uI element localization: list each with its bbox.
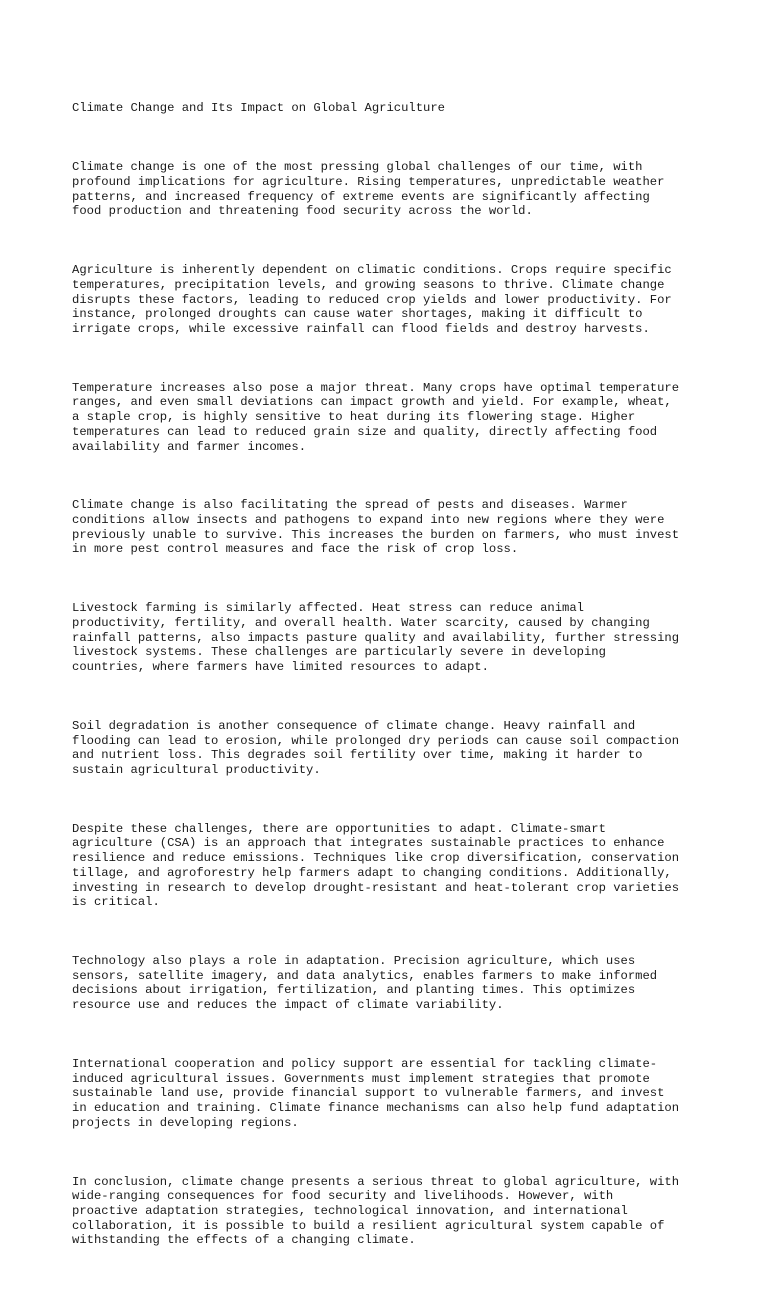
paragraph-3: Temperature increases also pose a major threat. Many crops have optimal temperature ranges, and even small deviations can impact growth and yield. For example, wheat, a staple crop, is highly sensitive to heat during its flowering stage. Higher temperatures can lead to reduced grain size and quality, directly affecting food availability and farmer incomes. [72,380,680,454]
paragraph-7: Despite these challenges, there are opportunities to adapt. Climate-smart agriculture (CSA) is an approach that integrates sustainable practices to enhance resilience and reduce emissions. Techniques like crop diversification, conservation tillage, and agroforestry help farmers adapt to changing conditions. Additionally, investing in research to develop drought-resistant and heat-tolerant crop varieties is critical. [72,821,680,910]
paragraph-6: Soil degradation is another consequence of climate change. Heavy rainfall and flooding can lead to erosion, while prolonged dry periods can cause soil compaction and nutrient loss. This degrades soil fertility over time, making it harder to sustain agricultural productivity. [72,718,680,777]
paragraph-9: International cooperation and policy support are essential for tackling climate- induced agricultural issues. Governments must implement strategies that promote sustainable land use, provide financial support to vulnerable farmers, and invest in education and training. Climate finance mechanisms can also help fund adaptation projects in developing regions. [72,1056,680,1130]
paragraph-8: Technology also plays a role in adaptation. Precision agriculture, which uses sensors, satellite imagery, and data analytics, enables farmers to make informed decisions about irrigation, fertilization, and planting times. This optimizes resource use and reduces the impact of climate variability. [72,954,658,1013]
paragraph-10: In conclusion, climate change presents a serious threat to global agriculture, with wide-ranging consequences for food security and livelihoods. However, with proactive adaptation strategies, technological innovation, and international collaboration, it is possible to build a resilient agricultural system capable of withstanding the effects of a changing climate. [72,1174,680,1248]
paragraph-1: Climate change is one of the most pressing global challenges of our time, with profound implications for agriculture. Rising temperatures, unpredictable weather patterns, and increased frequency of extreme events are significantly affecting food production and threatening food security across the world. [72,160,665,219]
document-body [72,72,712,1292]
paragraph-4: Climate change is also facilitating the spread of pests and diseases. Warmer conditions allow insects and pathogens to expand into new regions where they were previously unable to survive. This increases the burden on farmers, who must invest in more pest control measures and face the risk of crop loss. [72,498,680,557]
paragraph-2: Agriculture is inherently dependent on climatic conditions. Crops require specific temperatures, precipitation levels, and growing seasons to thrive. Climate change disrupts these factors, leading to reduced crop yields and lower productivity. For instance, prolonged droughts can cause water shortages, making it difficult to irrigate crops, while excessive rainfall can flood fields and destroy harvests. [72,263,672,336]
paragraph-5: Livestock farming is similarly affected. Heat stress can reduce animal productivity, fertility, and overall health. Water scarcity, caused by changing rainfall patterns, also impacts pasture quality and availability, further stressing livestock systems. These challenges are particularly severe in developing countries, where farmers have limited resources to adapt. [72,601,680,675]
document-title: Climate Change and Its Impact on Global Agriculture [72,101,445,116]
